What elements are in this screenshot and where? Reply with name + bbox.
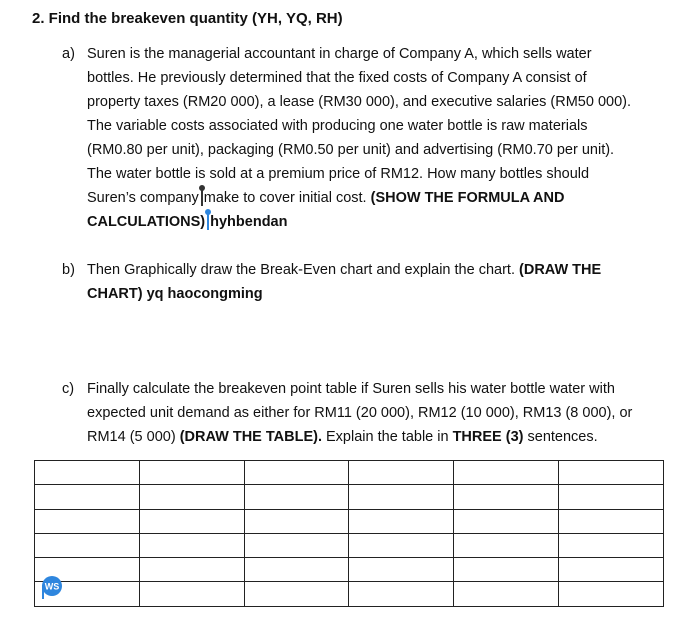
- table-cell: [244, 509, 349, 533]
- question-c-line-3-end: sentences.: [523, 429, 598, 445]
- table-cell: [139, 582, 244, 606]
- table-cell: [244, 558, 349, 582]
- table-cell: [454, 509, 559, 533]
- table-cell: [35, 461, 140, 485]
- table-cell: [139, 558, 244, 582]
- table-cell: [559, 485, 664, 509]
- table-cell: [139, 485, 244, 509]
- question-b-line-1-text: Then Graphically draw the Break-Even chart and explain the chart.: [87, 262, 520, 278]
- question-c-line-1: Finally calculate the breakeven point table if Suren sells his water bottle water with: [87, 381, 615, 397]
- question-a-line-8: [87, 210, 682, 234]
- table-cell: [454, 461, 559, 485]
- table-row: [35, 485, 664, 509]
- badge-label: WS: [44, 581, 60, 592]
- table-cell: [454, 533, 559, 557]
- line-7-middle: make to cover initial cost.: [203, 190, 371, 206]
- question-b-line-1: [87, 258, 682, 282]
- text-cursor-icon: [200, 187, 203, 206]
- question-a-letter: a): [62, 46, 75, 62]
- table-cell: [349, 558, 454, 582]
- line-8-tag: hyhbendan: [210, 214, 288, 230]
- ws-collaborator-badge-icon: [40, 575, 64, 599]
- table-cell: [559, 509, 664, 533]
- answer-table-body: [35, 461, 664, 607]
- table-cell: [139, 533, 244, 557]
- question-c-line-3-bold-2: THREE (3): [452, 429, 524, 445]
- line-8-bold: CALCULATIONS): [87, 214, 206, 230]
- question-a-line-2: bottles. He previously determined that the fixed costs of Company A consist of: [87, 70, 587, 86]
- table-cell: [559, 461, 664, 485]
- answer-table: [34, 460, 664, 607]
- question-b-line-2: [87, 282, 682, 306]
- question-b-letter: b): [62, 262, 75, 278]
- line-7-start: Suren’s company: [87, 190, 199, 206]
- question-c-line-2: expected unit demand as either for RM11 (20 000), RM12 (10 000), RM13 (8 000), or: [87, 405, 633, 421]
- table-cell: [454, 582, 559, 606]
- question-a-line-1: Suren is the managerial accountant in charge of Company A, which sells water: [87, 46, 592, 62]
- table-cell: [244, 485, 349, 509]
- question-b-text: [87, 258, 682, 306]
- question-a-line-3: property taxes (RM20 000), a lease (RM30 000), and executive salaries (RM50 000).: [87, 94, 632, 110]
- table-cell: [454, 485, 559, 509]
- question-a-line-7: [87, 186, 682, 210]
- question-c-line-3: [87, 425, 682, 449]
- table-cell: [244, 533, 349, 557]
- line-7-bold: (SHOW THE FORMULA AND: [370, 190, 565, 206]
- question-heading: 2. Find the breakeven quantity (YH, YQ, RH): [32, 10, 343, 27]
- question-a-line-4: The variable costs associated with producing one water bottle is raw materials: [87, 118, 588, 134]
- table-cell: [349, 509, 454, 533]
- table-cell: [139, 461, 244, 485]
- table-cell: [349, 485, 454, 509]
- question-a-text: [87, 42, 682, 234]
- table-row: [35, 582, 664, 606]
- table-cell: [35, 509, 140, 533]
- table-row: [35, 509, 664, 533]
- question-a-line-5: (RM0.80 per unit), packaging (RM0.50 per unit) and advertising (RM0.70 per unit).: [87, 142, 615, 158]
- question-a-line-6: The water bottle is sold at a premium price of RM12. How many bottles should: [87, 166, 590, 182]
- table-cell: [35, 533, 140, 557]
- question-c-text: [87, 377, 682, 449]
- question-b-line-2-bold: CHART) yq haocongming: [87, 286, 263, 302]
- table-cell: [559, 533, 664, 557]
- table-row: [35, 461, 664, 485]
- table-cell: [349, 533, 454, 557]
- question-c-line-3-bold-1: (DRAW THE TABLE).: [179, 429, 322, 445]
- question-c-line-3-text: RM14 (5 000): [87, 429, 180, 445]
- question-c-letter: c): [62, 381, 75, 397]
- table-cell: [35, 485, 140, 509]
- table-cell: [559, 558, 664, 582]
- table-cell: [559, 582, 664, 606]
- collaborator-cursor-icon: [206, 211, 209, 230]
- table-cell: [349, 461, 454, 485]
- table-row: [35, 558, 664, 582]
- table-cell: [454, 558, 559, 582]
- table-cell: [244, 582, 349, 606]
- question-c-line-3-mid: Explain the table in: [321, 429, 453, 445]
- table-cell: [349, 582, 454, 606]
- question-b-line-1-bold: (DRAW THE: [519, 262, 602, 278]
- table-row: [35, 533, 664, 557]
- table-cell: [244, 461, 349, 485]
- table-cell: [139, 509, 244, 533]
